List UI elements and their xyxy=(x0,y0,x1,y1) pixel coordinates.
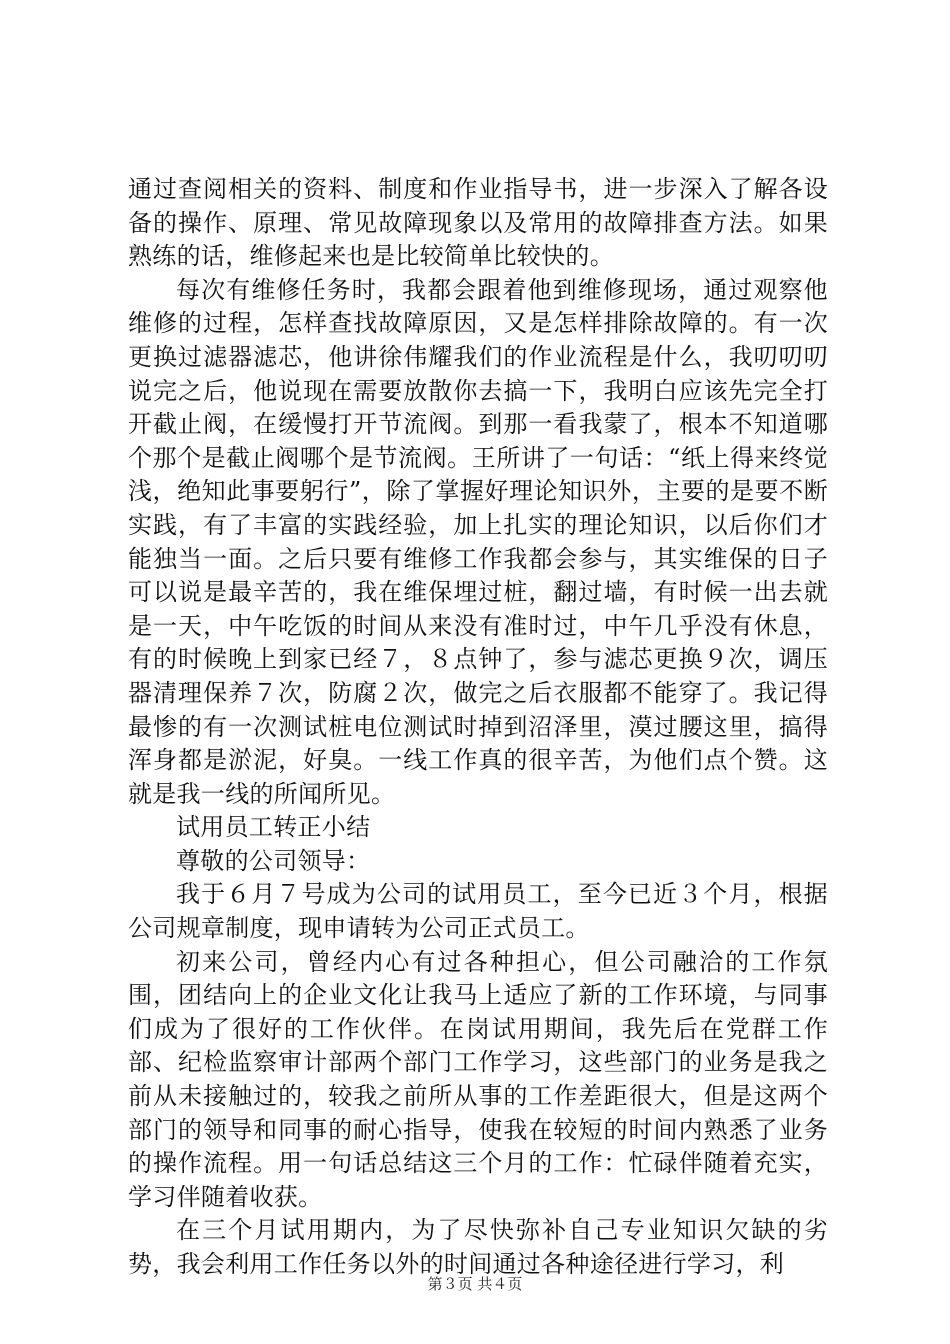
paragraph-1: 通过查阅相关的资料、制度和作业指导书，进一步深入了解各设备的操作、原理、常见故障现象以及常用的故障排查方法。如果熟练的话，维修起来也是比较简单比较快的。 xyxy=(128,175,828,271)
paragraph-4: 初来公司，曾经内心有过各种担心，但公司融洽的工作氛围，团结向上的企业文化让我马上适应了新的工作环境，与同事们成为了很好的工作伙伴。在岗试用期间，我先后在党群工作部、纪检监察审计部两个部门工作学习，这些部门的业务是我之前从未接触过的，较我之前所从事的工作差距很大，但是这两个部门的领导和同事的耐心指导，使我在较短的时间内熟悉了业务的操作流程。用一句话总结这三个月的工作：忙碌伴随着充实，学习伴随着收获。 xyxy=(128,947,828,1211)
paragraph-2: 每次有维修任务时，我都会跟着他到维修现场，通过观察他维修的过程，怎样查找故障原因，又是怎样排除故障的。有一次更换过滤器滤芯，他讲徐伟耀我们的作业流程是什么，我叨叨叨说完之后，他说现在需要放散你去搞一下，我明白应该先完全打开截止阀，在缓慢打开节流阀。到那一看我蒙了，根本不知道哪个那个是截止阀哪个是节流阀。王所讲了一句话：“纸上得来终觉浅，绝知此事要躬行”，除了掌握好理论知识外，主要的是要不断实践，有了丰富的实践经验，加上扎实的理论知识，以后你们才能独当一面。之后只要有维修工作我都会参与，其实维保的日子可以说是最辛苦的，我在维保埋过桩，翻过墙，有时候一出去就是一天，中午吃饭的时间从来没有准时过，中午几乎没有休息，有的时候晚上到家已经７，８点钟了，参与滤芯更换９次，调压器清理保养７次，防腐２次，做完之后衣服都不能穿了。我记得最惨的有一次测试桩电位测试时掉到沼泽里，漠过腰这里，搞得浑身都是淤泥，好臭。一线工作真的很辛苦，为他们点个赞。这就是我一线的所闻所见。 xyxy=(128,275,828,808)
section-title: 试用员工转正小结 xyxy=(176,813,371,842)
salutation: 尊敬的公司领导： xyxy=(176,846,371,875)
page-number-footer: 第３页 共４页 xyxy=(427,1275,523,1293)
paragraph-3: 我于６月７号成为公司的试用员工，至今已近３个月，根据公司规章制度，现申请转为公司正式员工。 xyxy=(128,880,828,943)
document-body xyxy=(128,173,828,1282)
paragraph-5: 在三个月试用期内，为了尽快弥补自己专业知识欠缺的劣势，我会利用工作任务以外的时间通过各种途径进行学习，利 xyxy=(128,1216,828,1278)
